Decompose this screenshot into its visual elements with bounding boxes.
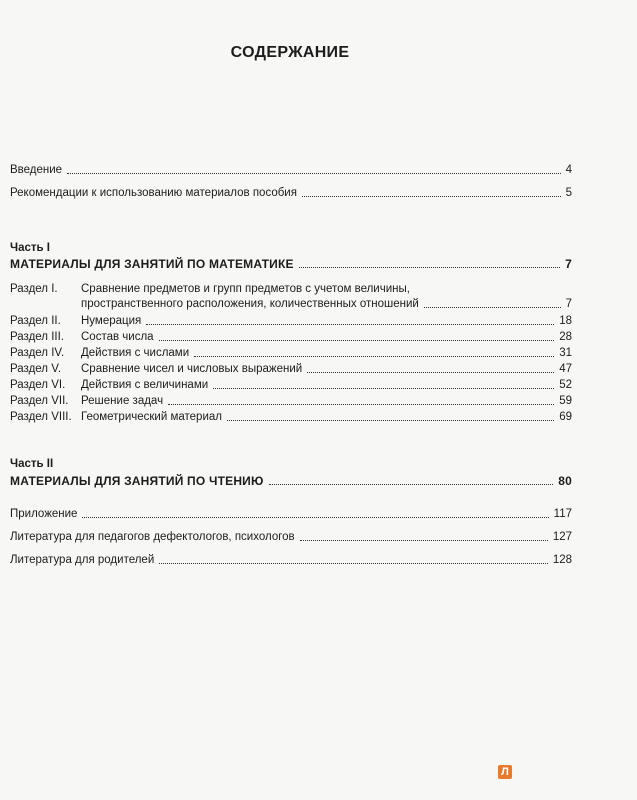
toc-entry-literature-teachers [10,530,572,544]
leader-dots [146,324,554,325]
section-text: Геометрический материал [81,411,222,423]
section-entry [10,410,572,424]
toc-entry-text: Приложение [10,508,78,520]
toc-entry-page: 47 [559,363,572,375]
leader-dots [168,404,554,405]
leader-dots [299,267,560,268]
leader-dots [194,356,554,357]
toc-entry-text: Рекомендации к использованию материалов пособия [10,187,297,199]
toc-entry-text: Введение [10,164,63,176]
section-entry [10,330,572,344]
part-heading [10,474,572,488]
section-text: Решение задач [81,395,164,407]
section-label: Раздел IV. [10,347,65,359]
part-label: Часть I [10,242,50,254]
toc-entry-page: 18 [559,315,572,327]
section-text: Действия с величинами [81,379,209,391]
toc-entry-page: 80 [558,474,572,488]
toc-entry-page: 28 [559,331,572,343]
leader-dots [67,173,561,174]
toc-entry-page: 69 [559,411,572,423]
toc-entry-text: Литература для родителей [10,554,155,566]
section-text-line1: Сравнение предметов и групп предметов с учетом величины, [81,283,410,295]
leader-dots [269,484,554,485]
toc-entry-page: 5 [565,187,572,199]
leader-dots [213,388,554,389]
leader-dots [302,196,561,197]
part-heading [10,257,572,271]
toc-entry-text: Литература для педагогов дефектологов, психологов [10,531,295,543]
section-entry [10,378,572,392]
leader-dots [159,563,548,564]
leader-dots [159,340,555,341]
toc-entry-page: 117 [553,508,572,520]
toc-entry-page: 52 [559,379,572,391]
toc-entry-page: 128 [552,554,572,566]
section-entry [10,346,572,360]
section-entry [10,362,572,376]
section-text: Нумерация [81,315,142,327]
section-label: Раздел I. [10,283,58,295]
section-label: Раздел VI. [10,379,66,391]
toc-entry-page: 31 [559,347,572,359]
toc-entry-literature-parents [10,553,572,567]
section-text: Сравнение чисел и числовых выражений [81,363,303,375]
section-entry [10,297,572,311]
labirint-logo-icon: Л [498,765,512,779]
section-entry [10,394,572,408]
toc-entry-appendix [10,507,572,521]
section-text: Действия с числами [81,347,190,359]
section-label: Раздел VIII. [10,411,72,423]
part-label: Часть II [10,458,54,470]
section-label: Раздел II. [10,315,61,327]
toc-entry-page: 59 [559,395,572,407]
toc-entry-page: 4 [565,164,572,176]
leader-dots [424,307,561,308]
section-entry [10,314,572,328]
page-title: СОДЕРЖАНИЕ [230,44,350,61]
toc-entry-page: 127 [552,531,572,543]
leader-dots [82,517,548,518]
toc-entry-page: 7 [565,257,572,271]
toc-entry-intro [10,163,572,177]
leader-dots [300,540,548,541]
section-label: Раздел III. [10,331,64,343]
part-heading-text: МАТЕРИАЛЫ ДЛЯ ЗАНЯТИЙ ПО МАТЕМАТИКЕ [10,257,294,271]
part-heading-text: МАТЕРИАЛЫ ДЛЯ ЗАНЯТИЙ ПО ЧТЕНИЮ [10,474,264,488]
leader-dots [227,420,554,421]
section-label: Раздел V. [10,363,62,375]
section-text: Состав числа [81,331,154,343]
toc-entry-recommendations [10,186,572,200]
toc-entry-page: 7 [565,298,572,310]
leader-dots [307,372,554,373]
section-text: пространственного расположения, количественных отношений [81,298,419,310]
section-label-row [10,282,572,296]
section-label: Раздел VII. [10,395,69,407]
